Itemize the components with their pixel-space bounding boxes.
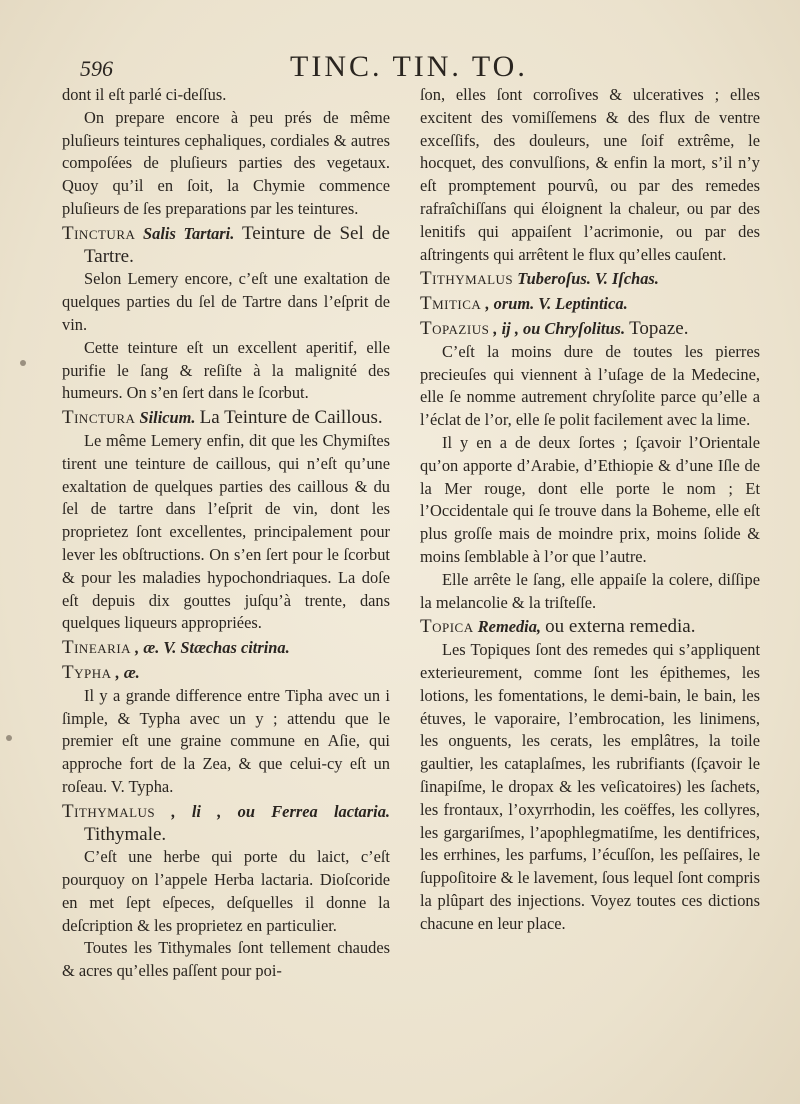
right-column <box>420 84 760 935</box>
left-column <box>62 84 390 983</box>
dictionary-entry <box>420 616 760 639</box>
paragraph: Les Topiques ſont des remedes qui s’appliquent exterieurement, comme ſont les épithemes, les lotions, les fomentations, le demi-bain, le bain, les étuves, le vaporaire, l’embrocation, les linimens, les onguents, les cerats, les emplâtres, la toile gaultier, les cataplaſmes, les rubrifiants (ſçavoir le ſinapiſme, le dropax & les veſicatoires) les ſachets, les frontaux, l’oxyrrhodin, les coëffes, les collyres, les gargariſmes, l’apophlegmatiſme, les dentifrices, les errhines, les parfums, l’écuſſon, les peſſaires, le ſuppoſitoire & le lavement, ſous lequel ſont compris la plûpart des injections. Voyez toutes ces dictions chacune en leur place. <box>420 640 760 933</box>
entry-french: La Teinture de Caillous. <box>199 407 383 429</box>
dictionary-entry <box>62 223 390 269</box>
entry-latin: Salis Tartari. <box>143 223 235 243</box>
continued-text: ſon, elles ſont corroſives & ulceratives ; elles excitent des vomiſſemens & des flux de ventre exceſſifs, des douleurs, une ſoif extrême, le hocquet, des convulſions, & enfin la mort, s’il n’y eſt promptement pourvû, ou par des remedes rafraîchiſſans qui éloignent la chaleur, ou par des lenitifs qui appaiſent l’acrimonie, ou par des aſtringents qui arrêtent le flux qu’elles cauſent. <box>420 85 760 264</box>
entry-headword: Tinearia <box>62 637 132 659</box>
paragraph: Cette teinture eſt un excellent aperitif, elle purifie le ſang & reſiſte à la malignité des humeurs. On s’en ſert dans le ſcorbut. <box>62 337 390 403</box>
dictionary-entry <box>420 268 760 291</box>
entry-french: Tithymale. <box>84 823 167 845</box>
entry-headword: Tinctura <box>62 222 136 244</box>
paragraph: Le même Lemery enfin, dit que les Chymiſtes tirent une teinture de caillous, qui n’eſt qu’une exaltation de quelques parties des caillous & du ſel de tartre dans l’eſprit de vin, dont les proprietez ſont excellentes, principalement pour lever les obſtructions. On s’en ſert pour le ſcorbut & pour les maladies hypochondriaques. La doſe eſt depuis dix gouttes juſqu’à trente, dans quelques liqueurs appropriées. <box>62 430 390 633</box>
entry-latin: Tuberoſus. V. Iſchas. <box>517 269 659 289</box>
dictionary-entry <box>62 801 390 847</box>
entry-headword: Tithymalus <box>420 268 514 290</box>
paragraph: Toutes les Tithymales ſont tellement chaudes & acres qu’elles paſſent pour poi- <box>62 938 390 981</box>
paragraph: Il y a grande difference entre Tipha avec un i ſimple, & Typha avec un y ; attendu que le premier eſt une graine commune en Aſie, qui approche fort de la Zea, & que celui-cy eſt un roſeau. V. Typha. <box>62 685 390 796</box>
entry-french: Teinture de Sel de Tartre. <box>84 222 390 267</box>
running-title: TINC. TIN. TO. <box>290 50 528 83</box>
entry-headword: Tinctura <box>62 407 136 429</box>
continued-text: dont il eſt parlé ci-deſſus. <box>62 85 227 104</box>
paragraph: C’eſt la moins dure de toutes les pierres precieuſes qui viennent à l’uſage de la Medecine, elle ſe nomme autrement chryſolite parce qu’elle a l’éclat de l’or, elle ſe polit facilement avec la lime. <box>420 341 760 430</box>
entry-latin: , æ. V. Stæchas citrina. <box>135 638 290 658</box>
dictionary-entry <box>420 293 760 316</box>
entry-headword: Typha <box>62 661 112 683</box>
entry-headword: Tithymalus <box>62 800 156 822</box>
page-speck <box>6 735 12 741</box>
page-number: 596 <box>80 56 113 81</box>
entry-latin: Silicum. <box>139 408 196 428</box>
entry-latin: , æ. <box>115 662 140 682</box>
page-speck <box>20 360 26 366</box>
entry-latin: Remedia, <box>477 617 542 637</box>
entry-headword: Topazius <box>420 317 490 339</box>
paragraph: Elle arrête le ſang, elle appaiſe la colere, diſſipe la melancolie & la triſteſſe. <box>420 569 760 612</box>
entry-latin: , ij , ou Chryſolitus. <box>493 318 626 338</box>
dictionary-entry <box>62 407 390 430</box>
paragraph: Selon Lemery encore, c’eſt une exaltation de quelques parties du ſel de Tartre dans l’eſprit de vin. <box>62 269 390 334</box>
entry-latin: , orum. V. Leptintica. <box>485 294 628 314</box>
entry-headword: Topica <box>420 616 474 638</box>
entry-french: Topaze. <box>629 317 689 339</box>
dictionary-entry <box>62 662 390 685</box>
dictionary-entry <box>420 318 760 341</box>
paragraph: Il y en a de deux ſortes ; ſçavoir l’Orientale qu’on apporte d’Arabie, d’Ethiopie & d’une Iſle de la Mer rouge, dont elle porte le nom ; Et l’Occidentale qui ſe trouve dans la Boheme, elle eſt plus groſſe mais de moindre prix, moins ſolide & moins ſemblable à l’or que l’autre. <box>420 432 760 566</box>
paragraph: C’eſt une herbe qui porte du laict, c’eſt pourquoy on l’appele Herba lactaria. Dioſcoride en met ſept eſpeces, deſquelles il donne la deſcription & les proprietez en particulier. <box>62 847 390 935</box>
dictionary-entry <box>62 637 390 660</box>
paragraph: On prepare encore à peu prés de même pluſieurs teintures cephaliques, cordiales & autres compoſées de pluſieurs parties des vegetaux. Quoy qu’il en ſoit, la Chymie commence pluſieurs de ſes preparations par les teintures. <box>62 107 390 218</box>
entry-latin: , li , ou Ferrea lactaria. <box>171 801 390 821</box>
entry-headword: Tmitica <box>420 293 482 315</box>
entry-french: ou externa remedia. <box>545 616 696 638</box>
